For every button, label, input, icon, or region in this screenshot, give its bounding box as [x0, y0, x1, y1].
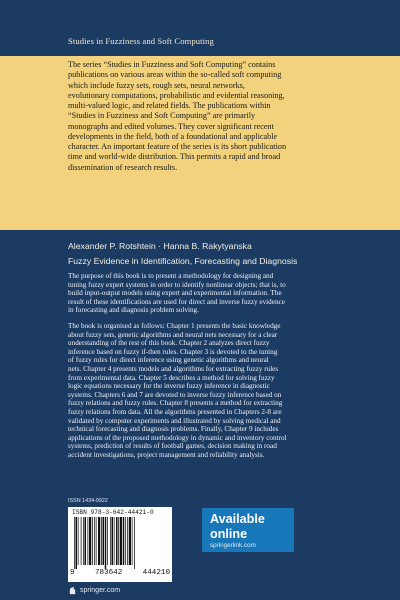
- barcode-bar: [101, 517, 102, 565]
- publisher-link[interactable]: springer.com: [80, 587, 121, 594]
- publisher-mark: [68, 586, 120, 595]
- barcode-bars: [74, 517, 166, 569]
- barcode-bar: [120, 517, 122, 565]
- book-title: Fuzzy Evidence in Identification, Forecasting and Diagnosis: [68, 256, 298, 266]
- barcode-bar: [89, 517, 91, 565]
- barcode-bar: [127, 517, 128, 565]
- abstract-paragraph-1: [68, 272, 360, 315]
- abstract-line: fuzzy relations and fuzzy rules. Chapter 8 presents a method for extracting: [68, 399, 283, 408]
- badge-line-online: online: [210, 527, 248, 541]
- series-description-line: evolutionary computations, probabilistic and evidential reasoning,: [68, 90, 285, 100]
- abstract-line: inference based on fuzzy if-then rules. Chapter 3 is devoted to the tuning: [68, 347, 278, 356]
- series-description-line: multi-valued logic, and related fields. The publications within: [68, 101, 271, 110]
- abstract-line: technical forecasting and diagnosis problems. Finally, Chapter 9 includes: [68, 425, 279, 434]
- barcode-bar: [112, 517, 114, 565]
- springer-horse-icon: [68, 586, 77, 595]
- abstract-line: of fuzzy rules for direct inference using genetic algorithms and neural: [68, 356, 269, 365]
- abstract-line: accident investigations, project management and reliability analysis.: [68, 450, 265, 459]
- abstract-line: result of these identifications are used for direct and inverse fuzzy evidence: [68, 297, 285, 306]
- abstract-line: fuzzy relations from data. All the algorithms presented in Chapters 2-8 are: [68, 407, 282, 416]
- series-description-line: The series “Studies in Fuzziness and Soft Computing” contains: [68, 60, 276, 69]
- abstract-line: in forecasting and diagnosis problem solving.: [68, 306, 199, 315]
- series-description-line: publications on various areas within the so-called soft computing: [68, 70, 282, 80]
- abstract-line: The purpose of this book is to present a methodology for designing and: [68, 272, 274, 280]
- series-description-line: developments in the field, both of a foundational and applicable: [68, 131, 278, 141]
- series-header-bar: [0, 0, 400, 56]
- abstract-line: systems, prediction of results of football games, decision making in road: [68, 442, 277, 451]
- abstract-line: tuning fuzzy expert systems in order to identify nonlinear objects; that is, to: [68, 280, 286, 289]
- abstract-line: build input-output models using expert and experimental information. The: [68, 289, 282, 298]
- barcode-digit-group: 9: [70, 569, 75, 577]
- barcode-bar: [118, 517, 119, 565]
- barcode-bar: [81, 517, 82, 565]
- series-name: Studies in Fuzziness and Soft Computing: [68, 36, 214, 46]
- isbn-label: ISBN 978-3-642-44421-0: [72, 509, 154, 516]
- barcode-bar: [123, 517, 125, 565]
- series-description-line: time and world-wide distribution. This permits a rapid and broad: [68, 152, 281, 162]
- series-description-line: character. An important feature of the series is its short publication: [68, 142, 287, 151]
- badge-link: springerlink.com: [210, 542, 256, 549]
- barcode-bar: [92, 517, 93, 565]
- barcode-bar: [98, 517, 100, 565]
- barcode-bar: [116, 517, 118, 565]
- series-description-line: dissemination of research results.: [68, 162, 178, 172]
- available-online-badge[interactable]: [202, 508, 294, 552]
- barcode-bar: [88, 517, 89, 565]
- series-description: [68, 60, 366, 173]
- barcode-bar: [94, 517, 95, 565]
- series-description-line: “Studies in Fuzziness and Soft Computing” are primarily: [68, 111, 256, 121]
- abstract-line: nets. Chapter 4 presents models and algorithms for extracting fuzzy rules: [68, 364, 279, 373]
- barcode-bar: [74, 517, 75, 569]
- abstract-line: validated by computer experiments and illustrated by solving medical and: [68, 416, 281, 425]
- abstract-line: The book is organised as follows: Chapter 1 presents the basic knowledge: [68, 322, 281, 330]
- abstract-line: understanding of the rest of this book. Chapter 2 analyzes direct fuzzy: [68, 339, 270, 348]
- barcode-bar: [125, 517, 126, 565]
- barcode-bar: [105, 517, 107, 569]
- book-authors: Alexander P. Rotshtein · Hanna B. Rakytyanska: [68, 241, 252, 251]
- abstract-line: applications of the proposed methodology in dynamic and inventory control: [68, 433, 287, 442]
- badge-line-available: Available: [210, 512, 265, 526]
- barcode-bar: [96, 517, 97, 565]
- barcode-bar: [129, 517, 131, 565]
- series-description-line: monographs and edited volumes. They cover significant recent: [68, 121, 274, 131]
- barcode-bar: [107, 517, 108, 565]
- abstract-paragraph-2: [68, 322, 360, 460]
- barcode-digit-group: 783642: [94, 569, 123, 577]
- barcode-digits: [70, 569, 170, 577]
- barcode-bar: [85, 517, 87, 565]
- isbn-barcode: [68, 507, 172, 582]
- abstract-line: about fuzzy sets, genetic algorithms and neural nets necessary for a clear: [68, 330, 278, 339]
- barcode-bar: [103, 517, 105, 565]
- barcode-digit-group: 444210: [142, 569, 170, 577]
- abstract-line: logic equations necessary for the inverse fuzzy inference in diagnostic: [68, 382, 270, 391]
- series-description-line: which include fuzzy sets, rough sets, neural networks,: [68, 80, 245, 90]
- barcode-bar: [76, 517, 78, 569]
- barcode-bar: [134, 517, 135, 569]
- abstract-line: from experimental data. Chapter 5 describes a method for solving fuzzy: [68, 373, 275, 382]
- barcode-bar: [132, 517, 133, 565]
- barcode-bar: [78, 517, 79, 565]
- barcode-bar: [110, 517, 111, 565]
- barcode-bar: [83, 517, 84, 565]
- abstract-line: systems. Chapters 6 and 7 are devoted to inverse fuzzy inference based on: [68, 390, 282, 399]
- issn-label: ISSN 1434-9922: [68, 498, 108, 504]
- barcode-bar: [114, 517, 115, 565]
